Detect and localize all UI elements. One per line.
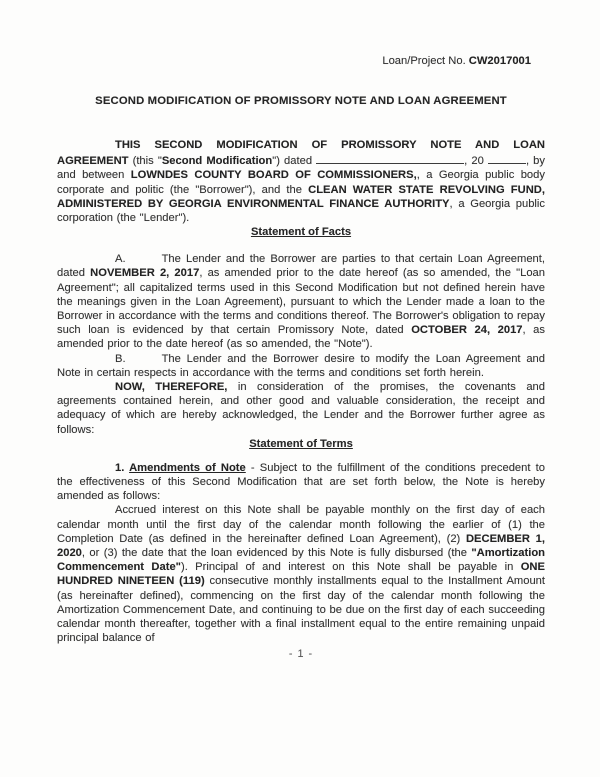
page-number: - 1 - (288, 647, 314, 660)
loan-project-number: Loan/Project No. CW2017001 (382, 55, 531, 67)
now-therefore-paragraph: NOW, THEREFORE, in consideration of the promises, the covenants and agreements contained herein, and other good and valuable consideration, the receipt and adequacy of which are hereby acknowledged, the Lender and the Borrower further agree as follows: (57, 381, 546, 436)
document-title: SECOND MODIFICATION OF PROMISSORY NOTE AND LOAN AGREEMENT (95, 95, 507, 107)
intro-paragraph: THIS SECOND MODIFICATION OF PROMISSORY NOTE AND LOAN AGREEMENT (this "Second Modification") dated , 20 , by and between LOWNDES COUNTY BOARD OF COMMISSIONERS,, a Georgia public body corporate and politic (the "Borrower"), and the CLEAN WATER STATE REVOLVING FUND, ADMINISTERED BY GEORGIA ENVIRONMENTAL FINANCE AUTHORITY, a Georgia public corporation (the "Lender"). (57, 139, 545, 225)
recital-b-paragraph: B. The Lender and the Borrower desire to modify the Loan Agreement and Note in certain respects in accordance with the terms and conditions set forth herein. (57, 352, 545, 379)
statement-of-facts-heading: Statement of Facts (250, 226, 352, 239)
amendments-of-note-paragraph: 1. Amendments of Note - Subject to the fulfillment of the conditions precedent to the effectiveness of this Second Modification that are set forth below, the Note is hereby amended as follows: (57, 461, 545, 503)
accrued-interest-paragraph: Accrued interest on this Note shall be payable monthly on the first day of each calendar month until the first day of the calendar month following the earlier of (1) the Completion Date (as defined in the hereinafter defined Loan Agreement), (2) DECEMBER 1, 2020, or (3) the date that the loan evidenced by this Note is fully disbursed (the "Amortization Commencement Date"). Principal of and interest on this Note shall be payable in ONE HUNDRED NINETEEN (119) consecutive monthly installments equal to the Installment Amount (as hereinafter defined), commencing on the first day of the calendar month following the Amortization Commencement Date, and continuing to be due on the first day of each succeeding calendar month thereafter, together with a final installment equal to the entire remaining unpaid principal balance of (57, 504, 545, 645)
recital-a-paragraph: A. The Lender and the Borrower are parties to that certain Loan Agreement, dated NOVEMBER 2, 2017, as amended prior to the date hereof (as so amended, the "Loan Agreement"; all capitalized terms used in this Second Modification but not defined herein have the meanings given in the Loan Agreement), pursuant to which the Lender made a loan to the Borrower in accordance with the terms and conditions thereof. The Borrower's obligation to repay such loan is evidenced by that certain Promissory Note, dated OCTOBER 24, 2017, as amended prior to the date hereof (as so amended, the "Note"). (57, 253, 546, 351)
statement-of-terms-heading: Statement of Terms (249, 437, 353, 450)
